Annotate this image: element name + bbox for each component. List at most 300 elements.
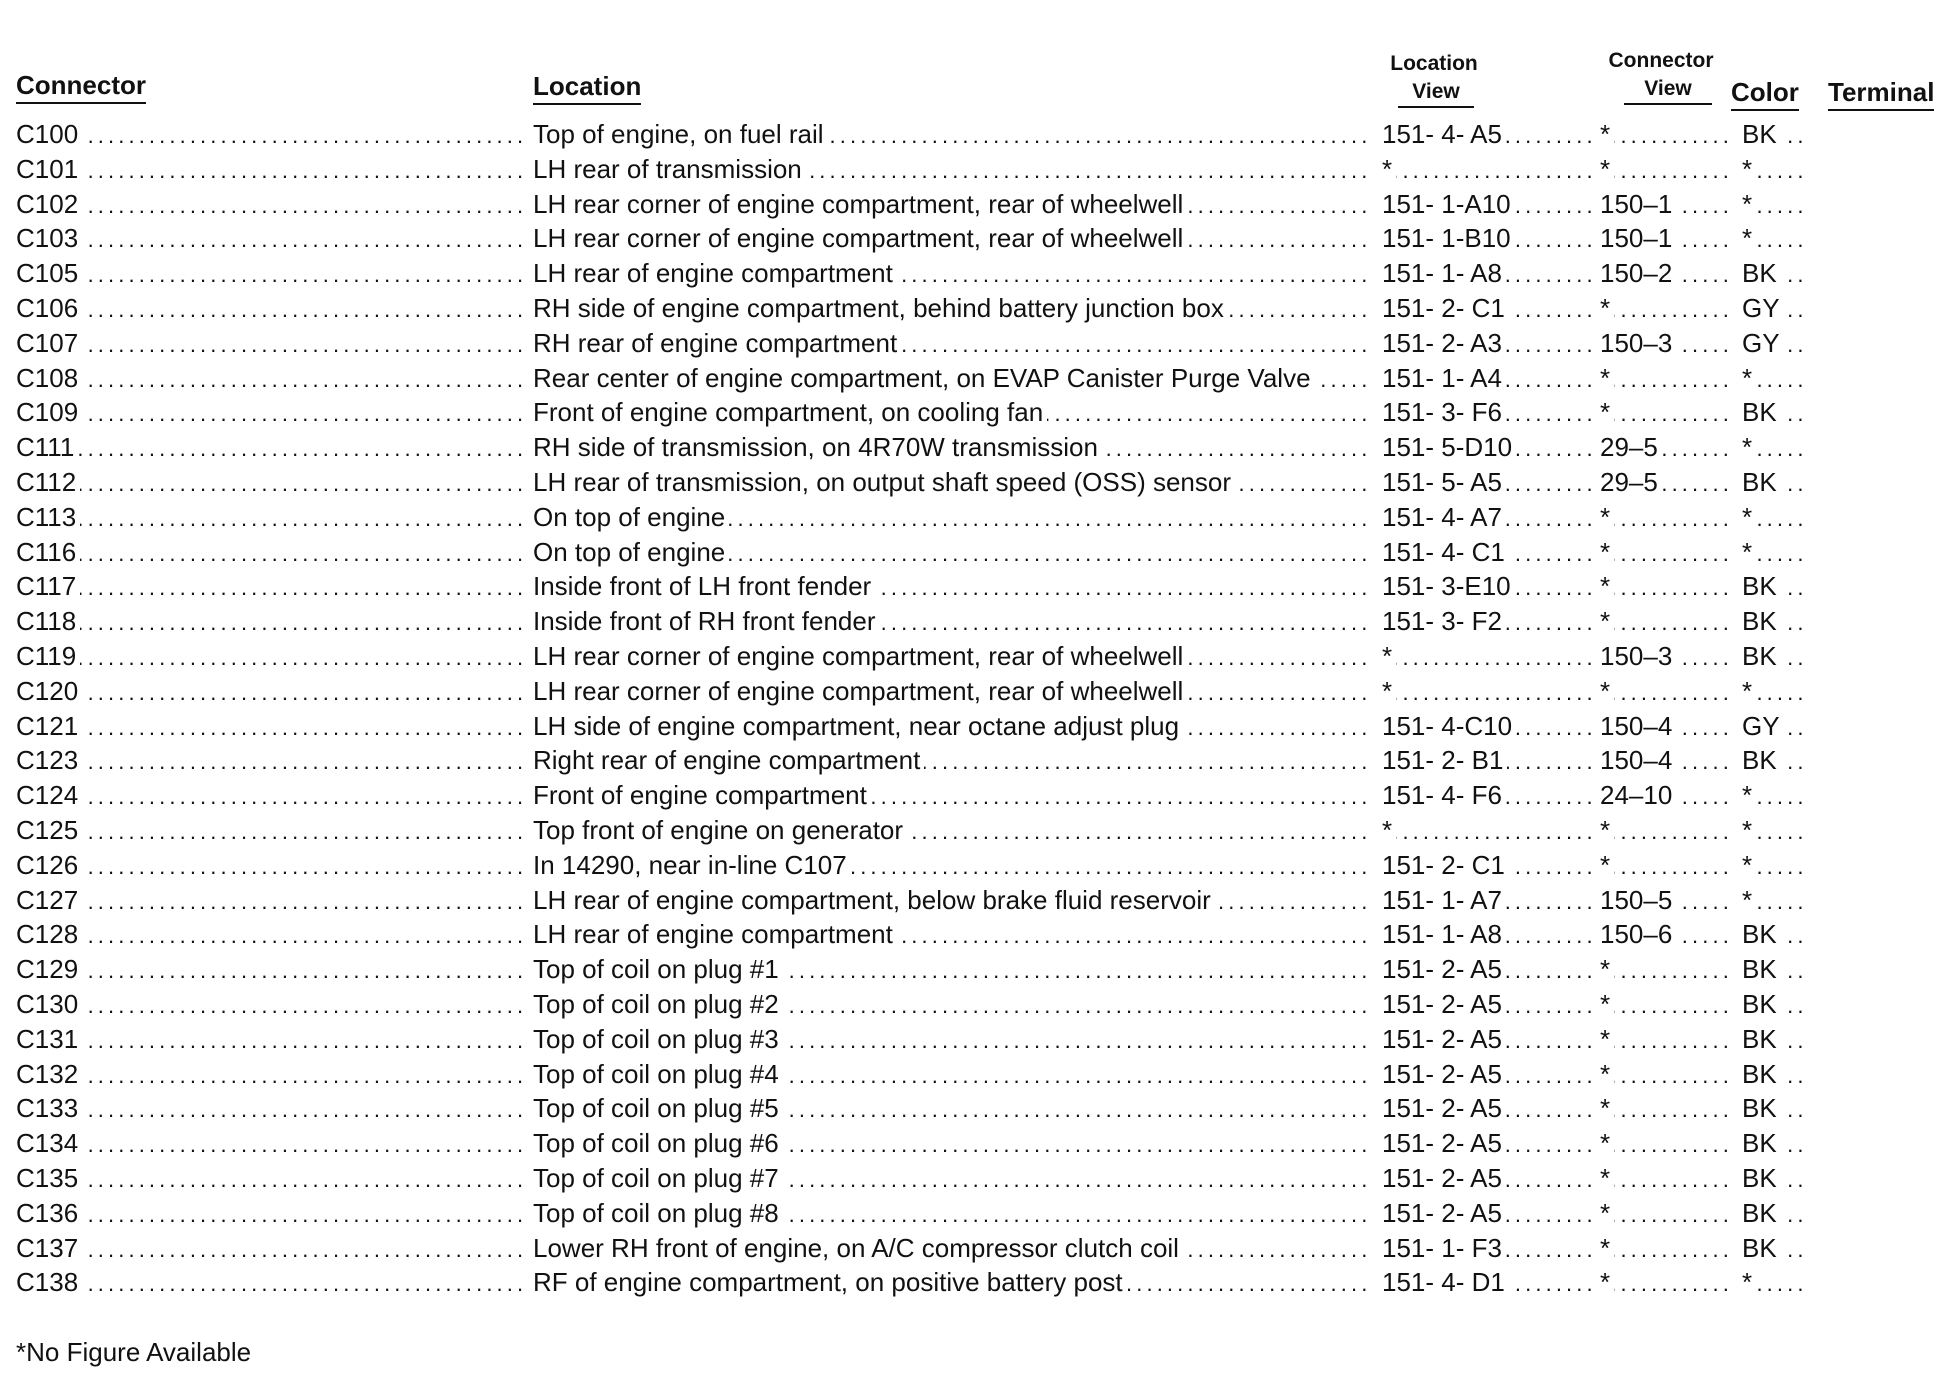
color-code: BK [1736, 571, 1781, 601]
connector-id-cell [16, 952, 526, 987]
location-text: Lower RH front of engine, on A/C compressor clutch coil [533, 1233, 1183, 1263]
location-view-cell [1382, 848, 1596, 883]
dot-leader [1600, 291, 1732, 326]
location-text: LH rear of engine compartment, below brake fluid reservoir [533, 885, 1215, 915]
dot-leader [16, 152, 526, 187]
location-view-cell [1382, 221, 1596, 256]
dot-leader [1600, 848, 1732, 883]
location-view-cell [1382, 1231, 1596, 1266]
connector-id-cell [16, 1091, 526, 1126]
connector-id-cell [16, 326, 526, 361]
dot-leader [1600, 500, 1732, 535]
dot-leader [1600, 361, 1732, 396]
color-code: BK [1736, 919, 1781, 949]
location-view: 151- 2- A3 [1382, 328, 1506, 358]
connector-view: * [1600, 815, 1614, 845]
location-text: Top of coil on plug #3 [533, 1024, 783, 1054]
connector-id-cell [16, 291, 526, 326]
color-cell [1736, 778, 1804, 813]
table-row [0, 987, 1954, 1022]
connector-view-cell [1600, 569, 1732, 604]
dot-leader [1600, 674, 1732, 709]
location-text-cell [533, 291, 1373, 326]
color-cell [1736, 813, 1804, 848]
table-row [0, 187, 1954, 222]
location-view-cell [1382, 569, 1596, 604]
connector-id: C127 [16, 885, 82, 915]
connector-id-cell [16, 917, 526, 952]
connector-view: 150–4 [1600, 711, 1676, 741]
dot-leader [16, 535, 526, 570]
connector-view-cell [1600, 500, 1732, 535]
connector-view: * [1600, 363, 1614, 393]
color-code: * [1736, 676, 1756, 706]
dot-leader [1382, 674, 1596, 709]
connector-id: C136 [16, 1198, 82, 1228]
location-text-cell [533, 813, 1373, 848]
color-code: GY [1736, 328, 1784, 358]
location-text: Top of coil on plug #1 [533, 954, 783, 984]
connector-view-cell [1600, 291, 1732, 326]
connector-id: C107 [16, 328, 82, 358]
location-view-cell [1382, 187, 1596, 222]
connector-view: 29–5 [1600, 432, 1662, 462]
color-code: * [1736, 432, 1756, 462]
dot-leader [16, 221, 526, 256]
connector-view-cell [1600, 1196, 1732, 1231]
color-code: * [1736, 363, 1756, 393]
dot-leader [16, 743, 526, 778]
color-code: BK [1736, 467, 1781, 497]
connector-id: C100 [16, 119, 82, 149]
color-cell [1736, 639, 1804, 674]
location-text: Rear center of engine compartment, on EVAP Canister Purge Valve [533, 363, 1315, 393]
location-text-cell [533, 1231, 1373, 1266]
location-view-cell [1382, 291, 1596, 326]
dot-leader [16, 1161, 526, 1196]
connector-id: C112 [16, 467, 80, 497]
location-view-cell [1382, 674, 1596, 709]
location-view-cell [1382, 778, 1596, 813]
dot-leader [16, 674, 526, 709]
header-terminal: Terminal [1828, 77, 1934, 111]
location-view: 151- 1- F3 [1382, 1233, 1506, 1263]
dot-leader [1600, 604, 1732, 639]
connector-view-cell [1600, 535, 1732, 570]
dot-leader [16, 1022, 526, 1057]
connector-id: C131 [16, 1024, 82, 1054]
location-view-cell [1382, 152, 1596, 187]
location-view-cell [1382, 395, 1596, 430]
connector-view: * [1600, 293, 1614, 323]
table-row [0, 1126, 1954, 1161]
connector-view-cell [1600, 709, 1732, 744]
connector-view: * [1600, 1059, 1614, 1089]
connector-id: C125 [16, 815, 82, 845]
connector-id-cell [16, 395, 526, 430]
connector-view-cell [1600, 1265, 1732, 1300]
color-cell [1736, 709, 1804, 744]
dot-leader [16, 639, 526, 674]
dot-leader [16, 569, 526, 604]
color-cell [1736, 987, 1804, 1022]
connector-id: C103 [16, 223, 82, 253]
connector-view-cell [1600, 813, 1732, 848]
location-text: RH side of engine compartment, behind battery junction box [533, 293, 1228, 323]
connector-view-cell [1600, 395, 1732, 430]
color-code: BK [1736, 954, 1781, 984]
connector-view: * [1600, 397, 1614, 427]
connector-view: * [1600, 606, 1614, 636]
location-view: 151- 4- A5 [1382, 119, 1506, 149]
location-text-cell [533, 430, 1373, 465]
location-text: RF of engine compartment, on positive battery post [533, 1267, 1127, 1297]
dot-leader [1600, 952, 1732, 987]
location-text-cell [533, 535, 1373, 570]
color-code: * [1736, 189, 1756, 219]
connector-view-cell [1600, 221, 1732, 256]
location-text: Top of coil on plug #6 [533, 1128, 783, 1158]
location-text-cell [533, 1126, 1373, 1161]
connector-view-cell [1600, 987, 1732, 1022]
table-row [0, 152, 1954, 187]
connector-id: C126 [16, 850, 82, 880]
location-text: LH rear corner of engine compartment, rear of wheelwell [533, 223, 1187, 253]
color-code: BK [1736, 1024, 1781, 1054]
table-row [0, 361, 1954, 396]
location-text-cell [533, 500, 1373, 535]
connector-id: C123 [16, 745, 82, 775]
connector-id: C106 [16, 293, 82, 323]
location-view: 151- 2- A5 [1382, 954, 1506, 984]
location-view: 151- 4- C1 [1382, 537, 1509, 567]
dot-leader [1382, 813, 1596, 848]
connector-view: * [1600, 1233, 1614, 1263]
color-code: BK [1736, 258, 1781, 288]
location-view-cell [1382, 256, 1596, 291]
color-code: BK [1736, 1093, 1781, 1123]
dot-leader [16, 187, 526, 222]
connector-view: 150–6 [1600, 919, 1676, 949]
connector-id: C119 [16, 641, 80, 671]
location-view-cell [1382, 117, 1596, 152]
color-code: * [1736, 537, 1756, 567]
connector-view: * [1600, 1163, 1614, 1193]
connector-view: 150–1 [1600, 223, 1676, 253]
location-text: LH side of engine compartment, near octane adjust plug [533, 711, 1183, 741]
location-view-cell [1382, 430, 1596, 465]
location-text: In 14290, near in-line C107 [533, 850, 851, 880]
connector-view: 24–10 [1600, 780, 1676, 810]
connector-view-cell [1600, 430, 1732, 465]
connector-view-cell [1600, 1126, 1732, 1161]
connector-view-cell [1600, 952, 1732, 987]
color-cell [1736, 1161, 1804, 1196]
dot-leader [16, 430, 526, 465]
table-row [0, 256, 1954, 291]
color-cell [1736, 674, 1804, 709]
connector-view: * [1600, 1128, 1614, 1158]
location-view-cell [1382, 326, 1596, 361]
location-text-cell [533, 1091, 1373, 1126]
dot-leader [16, 709, 526, 744]
dot-leader [16, 395, 526, 430]
location-text: Inside front of LH front fender [533, 571, 875, 601]
table-row [0, 117, 1954, 152]
color-code: BK [1736, 989, 1781, 1019]
location-text: LH rear of transmission, on output shaft speed (OSS) sensor [533, 467, 1235, 497]
dot-leader [16, 1265, 526, 1300]
location-text-cell [533, 1265, 1373, 1300]
table-row [0, 221, 1954, 256]
dot-leader [16, 361, 526, 396]
location-text: RH rear of engine compartment [533, 328, 901, 358]
connector-id-cell [16, 569, 526, 604]
connector-view-cell [1600, 256, 1732, 291]
dot-leader [16, 500, 526, 535]
connector-id-cell [16, 187, 526, 222]
connector-id-cell [16, 604, 526, 639]
connector-view: * [1600, 1267, 1614, 1297]
location-view: * [1382, 815, 1396, 845]
connector-view: 150–1 [1600, 189, 1676, 219]
dot-leader [1382, 639, 1596, 674]
connector-id: C138 [16, 1267, 82, 1297]
location-view: 151- 2- C1 [1382, 293, 1509, 323]
connector-view-cell [1600, 604, 1732, 639]
location-view: 151- 1-A10 [1382, 189, 1515, 219]
dot-leader [1600, 1265, 1732, 1300]
location-text-cell [533, 987, 1373, 1022]
connector-id: C118 [16, 606, 80, 636]
location-text: LH rear of transmission [533, 154, 806, 184]
location-text: Front of engine compartment, on cooling fan [533, 397, 1047, 427]
location-text-cell [533, 743, 1373, 778]
connector-view-cell [1600, 465, 1732, 500]
table-row [0, 917, 1954, 952]
connector-id: C120 [16, 676, 82, 706]
connector-id-cell [16, 848, 526, 883]
connector-view: * [1600, 571, 1614, 601]
connector-view-cell [1600, 1161, 1732, 1196]
connector-view-cell [1600, 639, 1732, 674]
connector-view: 150–3 [1600, 641, 1676, 671]
connector-view: * [1600, 154, 1614, 184]
color-code: BK [1736, 119, 1781, 149]
connector-id-cell [16, 361, 526, 396]
connector-view-cell [1600, 1231, 1732, 1266]
location-text: LH rear corner of engine compartment, rear of wheelwell [533, 189, 1187, 219]
location-text-cell [533, 117, 1373, 152]
location-view-cell [1382, 952, 1596, 987]
color-cell [1736, 1091, 1804, 1126]
color-cell [1736, 883, 1804, 918]
connector-id-cell [16, 813, 526, 848]
color-code: BK [1736, 397, 1781, 427]
connector-view: * [1600, 502, 1614, 532]
location-text-cell [533, 569, 1373, 604]
connector-id: C105 [16, 258, 82, 288]
location-text-cell [533, 1161, 1373, 1196]
location-view-cell [1382, 500, 1596, 535]
connector-table-body [0, 117, 1954, 1300]
dot-leader [16, 604, 526, 639]
connector-view: * [1600, 119, 1614, 149]
color-code: BK [1736, 641, 1781, 671]
location-view: 151- 4- D1 [1382, 1267, 1509, 1297]
connector-id-cell [16, 500, 526, 535]
location-view: * [1382, 641, 1396, 671]
header-color: Color [1731, 77, 1799, 111]
color-cell [1736, 1231, 1804, 1266]
connector-id: C102 [16, 189, 82, 219]
header-location: Location [533, 71, 641, 105]
dot-leader [16, 778, 526, 813]
color-cell [1736, 291, 1804, 326]
location-view: 151- 4- A7 [1382, 502, 1506, 532]
connector-view-cell [1600, 917, 1732, 952]
location-text-cell [533, 187, 1373, 222]
dot-leader [16, 256, 526, 291]
location-text-cell [533, 465, 1373, 500]
dot-leader [1600, 813, 1732, 848]
location-text-cell [533, 709, 1373, 744]
table-row [0, 813, 1954, 848]
table-row [0, 639, 1954, 674]
location-view-cell [1382, 1126, 1596, 1161]
location-text: Top of coil on plug #8 [533, 1198, 783, 1228]
table-row [0, 291, 1954, 326]
dot-leader [16, 952, 526, 987]
color-code: * [1736, 780, 1756, 810]
dot-leader [16, 117, 526, 152]
connector-id-cell [16, 430, 526, 465]
location-text: Top of coil on plug #4 [533, 1059, 783, 1089]
location-view-cell [1382, 1091, 1596, 1126]
color-code: * [1736, 1267, 1756, 1297]
color-cell [1736, 952, 1804, 987]
dot-leader [16, 917, 526, 952]
location-view: 151- 5-D10 [1382, 432, 1516, 462]
connector-view: 29–5 [1600, 467, 1662, 497]
connector-view: 150–2 [1600, 258, 1676, 288]
location-text-cell [533, 256, 1373, 291]
color-code: GY [1736, 293, 1784, 323]
color-cell [1736, 1022, 1804, 1057]
dot-leader [1600, 987, 1732, 1022]
location-view-cell [1382, 1161, 1596, 1196]
color-cell [1736, 1196, 1804, 1231]
color-cell [1736, 256, 1804, 291]
dot-leader [16, 1231, 526, 1266]
location-view-cell [1382, 917, 1596, 952]
location-text: Front of engine compartment [533, 780, 871, 810]
connector-id: C137 [16, 1233, 82, 1263]
connector-view: 150–3 [1600, 328, 1676, 358]
location-text: Top of coil on plug #5 [533, 1093, 783, 1123]
color-cell [1736, 500, 1804, 535]
footnote: *No Figure Available [16, 1337, 252, 1367]
connector-id: C129 [16, 954, 82, 984]
connector-id: C113 [16, 502, 80, 532]
connector-id: C135 [16, 1163, 82, 1193]
location-view: 151- 1- A8 [1382, 258, 1506, 288]
location-view-cell [1382, 1057, 1596, 1092]
header-connector: Connector [16, 70, 146, 104]
connector-view-cell [1600, 1057, 1732, 1092]
location-view: 151- 1- A4 [1382, 363, 1506, 393]
dot-leader [1600, 1022, 1732, 1057]
table-row [0, 569, 1954, 604]
location-text-cell [533, 1022, 1373, 1057]
connector-id-cell [16, 743, 526, 778]
connector-id: C116 [16, 537, 80, 567]
color-code: BK [1736, 606, 1781, 636]
dot-leader [1600, 395, 1732, 430]
dot-leader [16, 1126, 526, 1161]
dot-leader [1600, 1196, 1732, 1231]
connector-view: * [1600, 676, 1614, 706]
location-text: LH rear of engine compartment [533, 258, 897, 288]
dot-leader [16, 326, 526, 361]
table-row [0, 709, 1954, 744]
location-text: Top of coil on plug #7 [533, 1163, 783, 1193]
connector-id-cell [16, 987, 526, 1022]
table-row [0, 500, 1954, 535]
location-text-cell [533, 221, 1373, 256]
color-code: BK [1736, 1163, 1781, 1193]
color-code: BK [1736, 1198, 1781, 1228]
header-connector-view [1598, 47, 1724, 105]
color-cell [1736, 221, 1804, 256]
connector-view-cell [1600, 117, 1732, 152]
location-text-cell [533, 152, 1373, 187]
connector-view-cell [1600, 883, 1732, 918]
connector-id-cell [16, 883, 526, 918]
connector-id: C117 [16, 571, 80, 601]
dot-leader [16, 291, 526, 326]
color-cell [1736, 430, 1804, 465]
dot-leader [16, 1091, 526, 1126]
location-text-cell [533, 361, 1373, 396]
table-row [0, 465, 1954, 500]
connector-view-cell [1600, 326, 1732, 361]
location-text-cell [533, 604, 1373, 639]
dot-leader [16, 987, 526, 1022]
connector-id: C132 [16, 1059, 82, 1089]
location-view: 151- 2- A5 [1382, 989, 1506, 1019]
color-code: BK [1736, 745, 1781, 775]
connector-view: 150–4 [1600, 745, 1676, 775]
table-row [0, 1091, 1954, 1126]
connector-id-cell [16, 1022, 526, 1057]
location-view: 151- 2- A5 [1382, 1163, 1506, 1193]
color-code: * [1736, 223, 1756, 253]
connector-id-cell [16, 1161, 526, 1196]
table-row [0, 604, 1954, 639]
location-view: * [1382, 676, 1396, 706]
connector-id-cell [16, 1126, 526, 1161]
color-code: * [1736, 154, 1756, 184]
connector-view: * [1600, 1198, 1614, 1228]
table-row [0, 1265, 1954, 1300]
connector-id-cell [16, 465, 526, 500]
table-row [0, 395, 1954, 430]
connector-id-cell [16, 1057, 526, 1092]
color-cell [1736, 187, 1804, 222]
location-view: 151- 3- F2 [1382, 606, 1506, 636]
color-cell [1736, 1126, 1804, 1161]
